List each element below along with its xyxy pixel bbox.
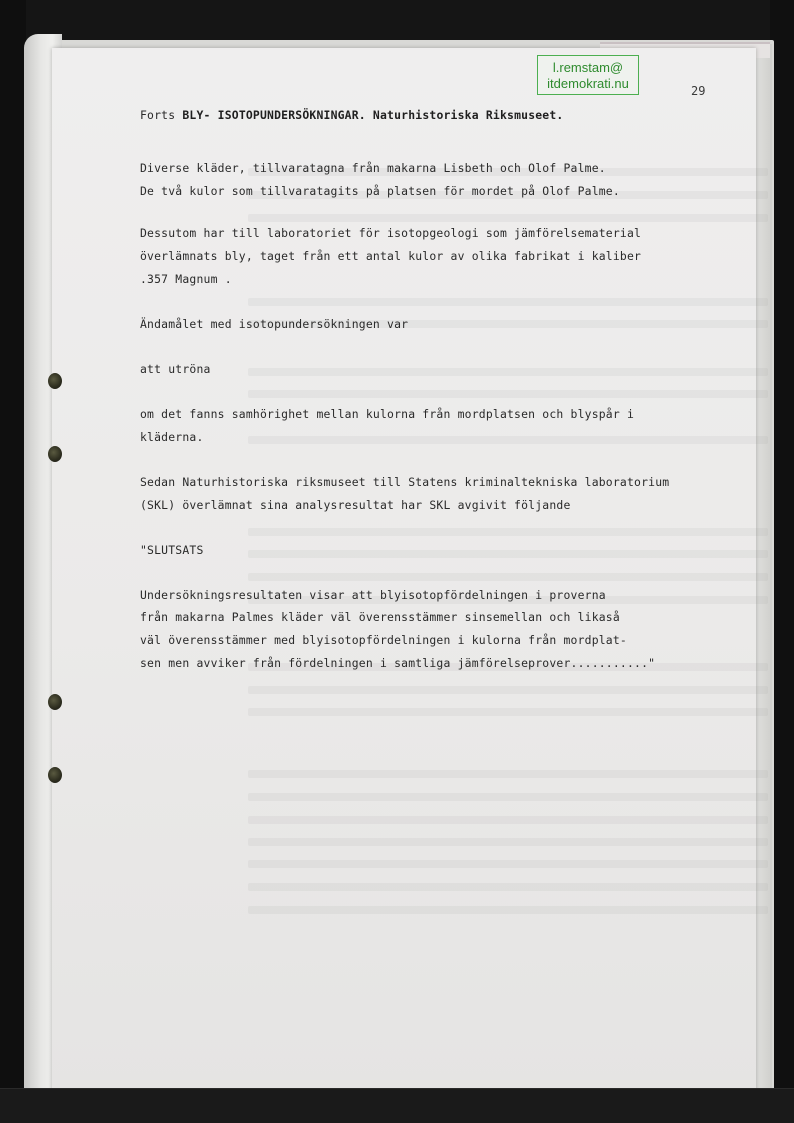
- text-line: väl överensstämmer med blyisotopfördelningen i kulorna från mordplat-: [140, 633, 627, 648]
- bleed-through: [248, 708, 768, 716]
- bleed-through: [248, 770, 768, 778]
- page-number: 29: [691, 84, 706, 98]
- bleed-through: [248, 883, 768, 891]
- punch-hole: [48, 694, 62, 710]
- stamp-line-1: l.remstam@: [552, 60, 624, 75]
- text-line: Undersökningsresultaten visar att blyisotopfördelningen i proverna: [140, 587, 606, 602]
- punch-hole: [48, 373, 62, 389]
- background-mat: [0, 0, 26, 1123]
- document-body: [140, 104, 730, 674]
- bleed-through: [248, 838, 768, 846]
- text-line: att utröna: [140, 361, 211, 376]
- text-line: Sedan Naturhistoriska riksmuseet till Statens kriminaltekniska laboratorium: [140, 474, 670, 489]
- text-line: Ändamålet med isotopundersökningen var: [140, 316, 409, 331]
- text-line: från makarna Palmes kläder väl överensstämmer sinsemellan och likaså: [140, 610, 620, 625]
- title-bold: BLY- ISOTOPUNDERSÖKNINGAR. Naturhistoriska Riksmuseet.: [182, 108, 564, 122]
- title-prefix: Forts: [140, 108, 176, 122]
- stamp-line-2: itdemokrati.nu: [547, 76, 629, 91]
- background-mat-bottom: [0, 1088, 794, 1123]
- bleed-through: [248, 906, 768, 914]
- punch-hole: [48, 446, 62, 462]
- text-line: överlämnats bly, taget från ett antal kulor av olika fabrikat i kaliber: [140, 248, 642, 263]
- text-line: Diverse kläder, tillvaratagna från makarna Lisbeth och Olof Palme.: [140, 161, 606, 176]
- bleed-through: [248, 860, 768, 868]
- text-line: (SKL) överlämnat sina analysresultat har SKL avgivit följande: [140, 497, 571, 512]
- bleed-through: [248, 816, 768, 824]
- text-line: om det fanns samhörighet mellan kulorna från mordplatsen och blyspår i: [140, 407, 635, 422]
- text-line: sen men avviker från fördelningen i samtliga jämförelseprover...........": [140, 655, 656, 670]
- email-stamp: [537, 55, 639, 95]
- punch-hole: [48, 767, 62, 783]
- document-title: [140, 104, 730, 127]
- text-line: kläderna.: [140, 429, 204, 444]
- text-line: "SLUTSATS: [140, 542, 204, 557]
- bleed-through: [248, 793, 768, 801]
- text-line: De två kulor som tillvaratagits på platsen för mordet på Olof Palme.: [140, 183, 620, 198]
- bleed-through: [248, 686, 768, 694]
- text-line: Dessutom har till laboratoriet för isotopgeologi som jämförelsematerial: [140, 226, 642, 241]
- text-line: .357 Magnum .: [140, 271, 232, 286]
